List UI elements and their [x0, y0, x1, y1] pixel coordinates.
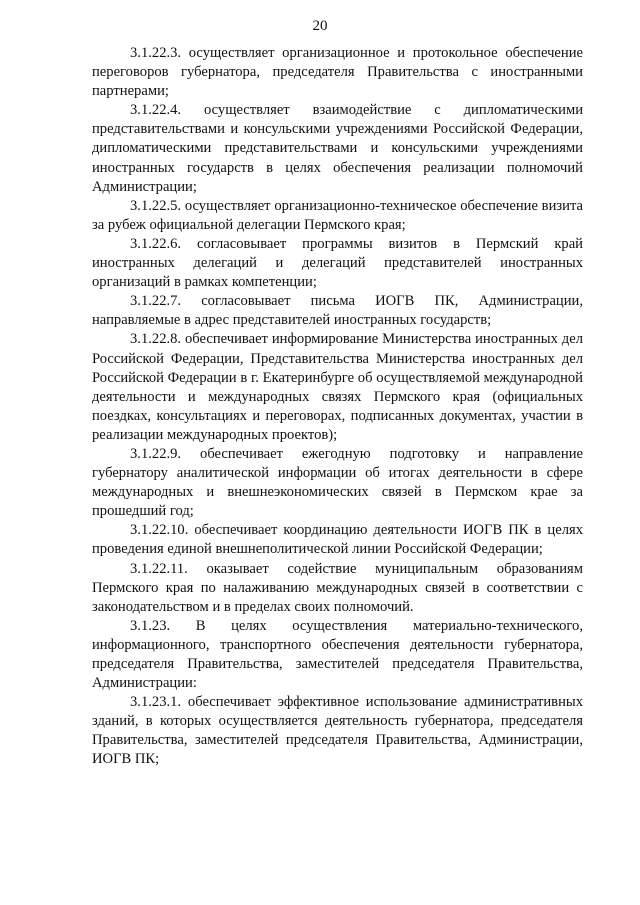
paragraph-3-1-22-6: 3.1.22.6. согласовывает программы визитов в Пермский край иностранных делегаций и делегаций представителей иностранных организаций в рамках компетенции;: [92, 235, 583, 291]
paragraph-3-1-22-9: 3.1.22.9. обеспечивает ежегодную подготовку и направление губернатору аналитической информации об итогах деятельности в сфере международных и внешнеэкономических связей в Пермском крае за прошедший год;: [92, 445, 583, 520]
paragraph-3-1-22-4: 3.1.22.4. осуществляет взаимодействие с дипломатическими представительствами и консульскими учреждениями Российской Федерации, дипломатическими представительствами и консульскими учреждениями иностранных государств в целях обеспечения реализации полномочий Администрации;: [92, 102, 583, 195]
document-body: [92, 44, 583, 770]
paragraph-3-1-22-8: 3.1.22.8. обеспечивает информирование Министерства иностранных дел Российской Федерации, Представительства Министерства иностранных дел Российской Федерации в г. Екатеринбурге об осуществляемой международной деятельности и международных связях Пермского края (официальных поездках, консультациях и переговорах, подписанных документах, участии в реализации международных проектов);: [92, 331, 583, 443]
paragraph-3-1-22-5: 3.1.22.5. осуществляет организационно-техническое обеспечение визита за рубеж официальной делегации Пермского края;: [92, 197, 583, 233]
paragraph-3-1-22-11: 3.1.22.11. оказывает содействие муниципальным образованиям Пермского края по налаживанию международных связей в соответствии с законодательством и в пределах своих полномочий.: [92, 560, 583, 615]
paragraph-3-1-22-3: 3.1.22.3. осуществляет организационное и протокольное обеспечение переговоров губернатора, председателя Правительства с иностранными партнерами;: [92, 45, 583, 100]
paragraph-3-1-22-10: 3.1.22.10. обеспечивает координацию деятельности ИОГВ ПК в целях проведения единой внешнеполитической линии Российской Федерации;: [92, 522, 583, 558]
paragraph-3-1-22-7: 3.1.22.7. согласовывает письма ИОГВ ПК, Администрации, направляемые в адрес представителей иностранных государств;: [92, 293, 583, 329]
page-number: 20: [312, 18, 328, 34]
paragraph-3-1-23: 3.1.23. В целях осуществления материально-технического, информационного, транспортного обеспечения деятельности губернатора, председателя Правительства, заместителей председателя Правительства, Администрации:: [92, 617, 583, 692]
paragraph-3-1-23-1: 3.1.23.1. обеспечивает эффективное использование административных зданий, в которых осуществляется деятельность губернатора, председателя Правительства, заместителей председателя Правительства, Администрации, ИОГВ ПК;: [92, 694, 583, 768]
